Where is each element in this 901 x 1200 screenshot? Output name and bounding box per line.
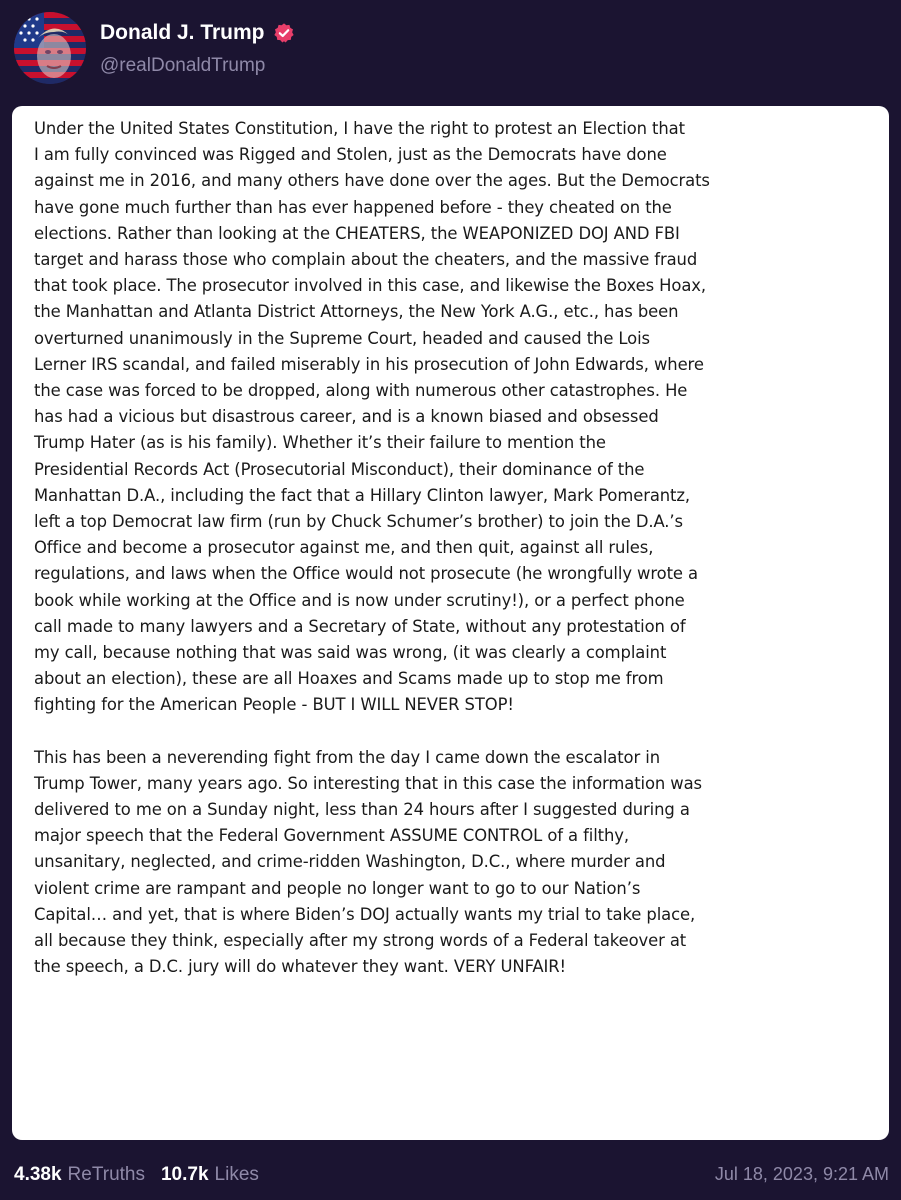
post-body-line: Capital… and yet, that is where Biden’s DOJ actually wants my trial to take place,	[34, 904, 696, 924]
post-body-line: the case was forced to be dropped, along with numerous other catastrophes. He	[34, 381, 688, 401]
post-body-line: elections. Rather than looking at the CHEATERS, the WEAPONIZED DOJ AND FBI	[34, 223, 680, 243]
post-body-line: delivered to me on a Sunday night, less than 24 hours after I suggested during a	[34, 800, 690, 820]
likes-label[interactable]: Likes	[214, 1164, 259, 1185]
post-body-line: against me in 2016, and many others have done over the ages. But the Democrats	[34, 171, 710, 191]
post-body-line: regulations, and laws when the Office would not prosecute (he wrongfully wrote a	[34, 564, 698, 584]
post-body-line: have gone much further than has ever happened before - they cheated on the	[34, 197, 672, 217]
post-body-line: Trump Hater (as is his family). Whether it’s their failure to mention the	[34, 433, 606, 453]
retruths-label[interactable]: ReTruths	[67, 1164, 145, 1185]
retruths-count[interactable]: 4.38k	[14, 1164, 62, 1185]
author-name-row	[100, 18, 295, 48]
post-body-line: unsanitary, neglected, and crime-ridden Washington, D.C., where murder and	[34, 852, 666, 872]
avatar-flag-portrait-icon	[14, 12, 86, 84]
author-handle[interactable]: @realDonaldTrump	[100, 55, 266, 76]
post-body-line: overturned unanimously in the Supreme Court, headed and caused the Lois	[34, 328, 651, 348]
post-body-line: Office and become a prosecutor against me, and then quit, against all rules,	[34, 538, 654, 558]
avatar[interactable]	[14, 12, 86, 84]
post-stats	[14, 1164, 269, 1186]
post-body-line: all because they think, especially after my strong words of a Federal takeover at	[34, 931, 687, 951]
post-body-line: Under the United States Constitution, I have the right to protest an Election that	[34, 119, 685, 138]
post-body-line: the Manhattan and Atlanta District Attorneys, the New York A.G., etc., has been	[34, 302, 679, 322]
post-body-line: I am fully convinced was Rigged and Stolen, just as the Democrats have done	[34, 145, 667, 165]
post-footer	[0, 1152, 901, 1200]
post-header	[0, 0, 901, 100]
post-body-text	[34, 116, 874, 981]
post-timestamp[interactable]: Jul 18, 2023, 9:21 AM	[714, 1164, 889, 1184]
likes-count[interactable]: 10.7k	[160, 1164, 209, 1185]
post-body-line: Presidential Records Act (Prosecutorial Misconduct), their dominance of the	[34, 459, 645, 479]
paragraph-break	[34, 719, 874, 745]
post-image-card[interactable]	[12, 106, 889, 1140]
author-display-name[interactable]: Donald J. Trump	[100, 21, 265, 44]
post-body-line: that took place. The prosecutor involved in this case, and likewise the Boxes Hoax,	[34, 276, 706, 296]
post-body-line: fighting for the American People - BUT I WILL NEVER STOP!	[34, 695, 514, 715]
post-body-line: left a top Democrat law firm (run by Chuck Schumer’s brother) to join the D.A.’s	[34, 512, 683, 532]
post-body-line: This has been a neverending fight from the day I came down the escalator in	[34, 747, 660, 767]
post-body-line: Trump Tower, many years ago. So interesting that in this case the information was	[34, 773, 702, 793]
post-body-line: call made to many lawyers and a Secretary of State, without any protestation of	[34, 616, 686, 636]
post-body-line: Lerner IRS scandal, and failed miserably in his prosecution of John Edwards, where	[34, 354, 704, 374]
post-body-line: the speech, a D.C. jury will do whatever they want. VERY UNFAIR!	[34, 957, 566, 977]
post-body-line: has had a vicious but disastrous career, and is a known biased and obsessed	[34, 407, 659, 427]
post-body-line: book while working at the Office and is now under scrutiny!), or a perfect phone	[34, 590, 685, 610]
post-body-line: target and harass those who complain about the cheaters, and the massive fraud	[34, 250, 698, 270]
post-body-line: about an election), these are all Hoaxes and Scams made up to stop me from	[34, 669, 664, 689]
post-body-line: Manhattan D.A., including the fact that a Hillary Clinton lawyer, Mark Pomerantz,	[34, 485, 691, 505]
verified-badge-icon	[273, 22, 295, 44]
post-body-line: major speech that the Federal Government ASSUME CONTROL of a filthy,	[34, 826, 629, 846]
post-body-line: my call, because nothing that was said was wrong, (it was clearly a complaint	[34, 643, 667, 663]
post-body-line: violent crime are rampant and people no longer want to go to our Nation’s	[34, 878, 641, 898]
